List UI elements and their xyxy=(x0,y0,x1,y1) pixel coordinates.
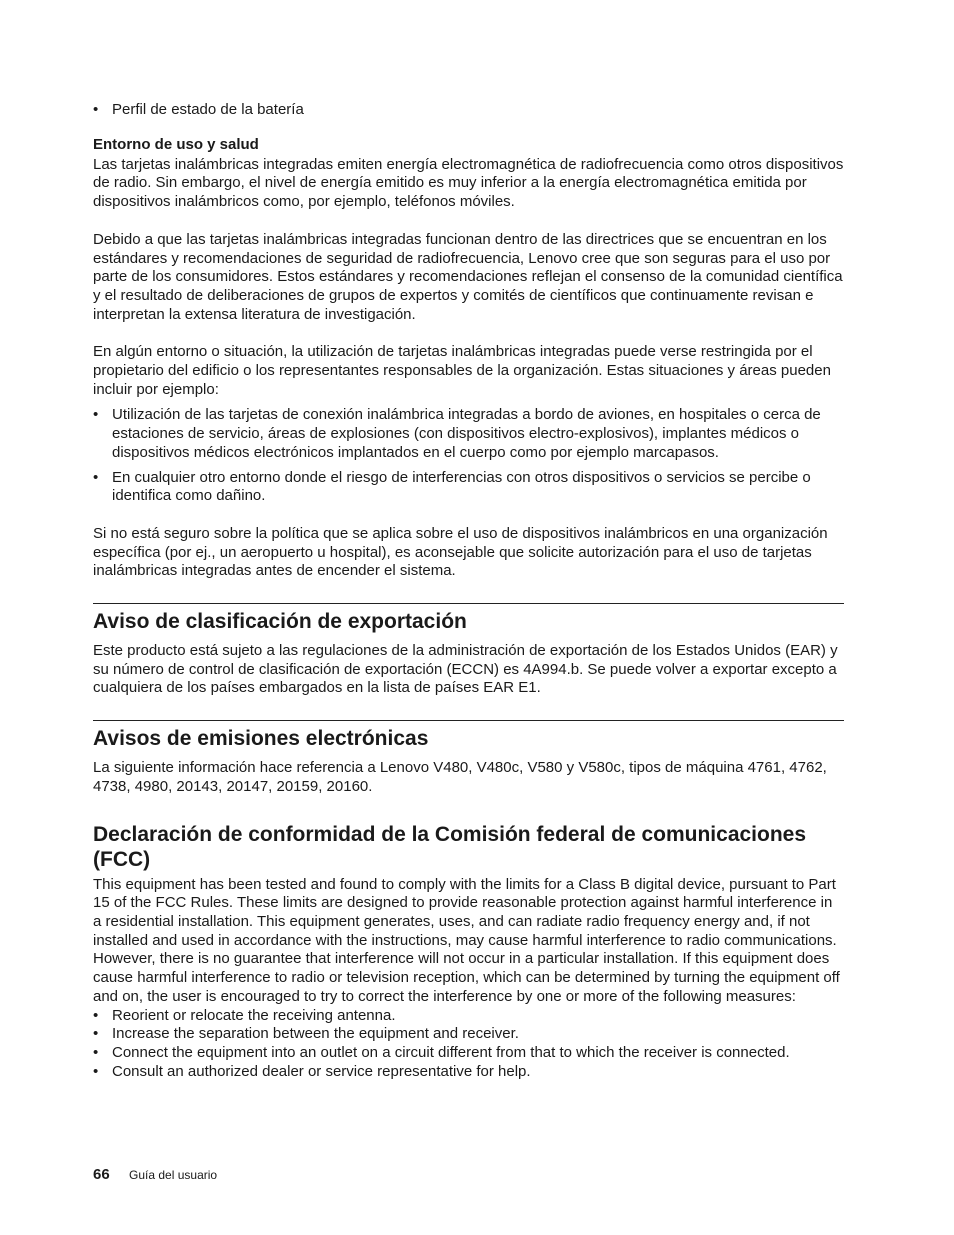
section-subheading: Entorno de uso y salud xyxy=(93,135,259,153)
page-footer xyxy=(93,1166,217,1183)
paragraph: En algún entorno o situación, la utilización de tarjetas inalámbricas integradas puede verse restringida por el propietario del edificio o los representantes responsables de la organización. Estas situaciones y áreas pueden incluir por ejemplo: xyxy=(93,343,831,398)
list-item: • Consult an authorized dealer or service representative for help. xyxy=(93,1063,844,1082)
document-title: Guía del usuario xyxy=(129,1168,218,1182)
section-heading: Declaración de conformidad de la Comisión federal de comunicaciones (FCC) xyxy=(93,822,807,871)
list-item: • Perfil de estado de la batería xyxy=(93,101,844,120)
section-divider xyxy=(93,603,844,604)
top-bullet-list xyxy=(93,101,844,120)
paragraph: La siguiente información hace referencia a Lenovo V480, V480c, V580 y V580c, tipos de máquina 4761, 4762, 4738, 4980, 20143, 20147, 20159, 20160. xyxy=(93,759,827,795)
page-number: 66 xyxy=(93,1166,110,1183)
list-item: • En cualquier otro entorno donde el riesgo de interferencias con otros dispositivos o servicios se percibe o identifica como dañino. xyxy=(93,469,844,506)
list-item: • Increase the separation between the equipment and receiver. xyxy=(93,1025,844,1044)
list-item: • Connect the equipment into an outlet on a circuit different from that to which the receiver is connected. xyxy=(93,1044,844,1063)
paragraph: Las tarjetas inalámbricas integradas emiten energía electromagnética de radiofrecuencia como otros dispositivos de radio. Sin embargo, el nivel de energía emitido es muy inferior a la energía electromagnética emitida por dispositivos inalámbricos como, por ejemplo, teléfonos móviles. xyxy=(93,155,844,211)
section-heading: Aviso de clasificación de exportación xyxy=(93,610,467,634)
restriction-bullet-list xyxy=(93,406,844,506)
fcc-bullet-list xyxy=(93,1007,844,1082)
paragraph: This equipment has been tested and found to comply with the limits for a Class B digital device, pursuant to Part 15 of the FCC Rules. These limits are designed to provide reasonable protection against harmful interference in a residential installation. This equipment generates, uses, and can radiate radio frequency energy and, if not installed and used in accordance with the instructions, may cause harmful interference to radio communications. However, there is no guarantee that interference will not occur in a particular installation. If this equipment does cause harmful interference to radio or television reception, which can be determined by turning the equipment off and on, the user is encouraged to try to correct the interference by one or more of the following measures: xyxy=(93,875,840,1005)
paragraph: Este producto está sujeto a las regulaciones de la administración de exportación de los Estados Unidos (EAR) y su número de control de clasificación de exportación (ECCN) es 4A994.b. Se puede volver a exportar excepto a cualquiera de los países embargados en la lista de países EAR E1. xyxy=(93,642,838,697)
section-divider xyxy=(93,720,844,721)
section-heading: Avisos de emisiones electrónicas xyxy=(93,727,429,751)
list-item: • Utilización de las tarjetas de conexión inalámbrica integradas a bordo de aviones, en hospitales o cerca de estaciones de servicio, áreas de explosiones (con dispositivos electro-explosivos), implantes médicos o dispositivos médicos electrónicos implantados en el cuerpo como por ejemplo marcapasos. xyxy=(93,406,844,462)
paragraph: Si no está seguro sobre la política que se aplica sobre el uso de dispositivos inalámbricos en una organización específica (por ej., un aeropuerto u hospital), es aconsejable que solicite autorización para el uso de tarjetas inalámbricas integradas antes de encender el sistema. xyxy=(93,524,828,580)
page-content xyxy=(93,101,844,1081)
list-item: • Reorient or relocate the receiving antenna. xyxy=(93,1007,844,1026)
paragraph: Debido a que las tarjetas inalámbricas integradas funcionan dentro de las directrices que se encuentran en los estándares y recomendaciones de seguridad de radiofrecuencia, Lenovo cree que son seguras para el uso por parte de los consumidores. Estos estándares y recomendaciones reflejan el consenso de la comunidad científica y el resultado de deliberaciones de grupos de expertos y comités de científicos que continuamente revisan e interpretan la extensa literatura de investigación. xyxy=(93,230,843,323)
